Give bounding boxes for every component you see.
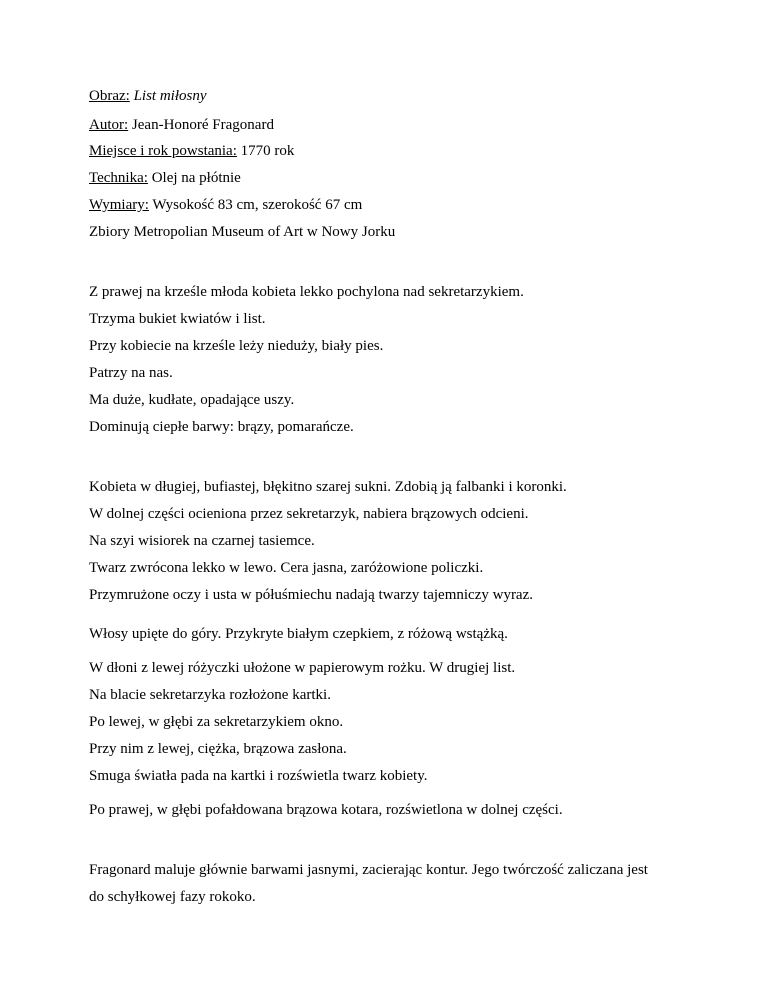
place-value: 1770 rok [240,143,295,159]
paragraph-line: W dłoni z lewej różyczki ułożone w papierowym rożku. W drugiej list. [89,660,516,676]
meta-dimensions-line [89,196,362,214]
technique-value: Olej na płótnie [151,170,241,186]
paragraph-line: Przy nim z lewej, ciężka, brązowa zasłona. [89,741,347,757]
technique-label: Technika: [89,170,148,186]
paragraph-line: Włosy upięte do góry. Przykryte białym czepkiem, z różową wstążką. [89,626,508,642]
dimensions-value: Wysokość 83 cm, szerokość 67 cm [152,197,363,213]
collection-line: Zbiory Metropolian Museum of Art w Nowy Jorku [89,224,396,240]
paragraph-line: Po lewej, w głębi za sekretarzykiem okno. [89,714,344,730]
dimensions-label: Wymiary: [89,197,149,213]
paragraph-line: Patrzy na nas. [89,365,173,381]
meta-technique-line [89,169,241,187]
meta-title-line [89,87,207,105]
paragraph-line: Po prawej, w głębi pofałdowana brązowa kotara, rozświetlona w dolnej części. [89,802,563,818]
paragraph-line: Przy kobiecie na krześle leży nieduży, biały pies. [89,338,384,354]
paragraph-line: Kobieta w długiej, bufiastej, błękitno szarej sukni. Zdobią ją falbanki i koronki. [89,479,567,495]
place-label: Miejsce i rok powstania: [89,143,237,159]
paragraph-line: W dolnej części ocieniona przez sekretarzyk, nabiera brązowych odcieni. [89,506,529,522]
paragraph-line: Fragonard maluje głównie barwami jasnymi, zacierając kontur. Jego twórczość zaliczana jest [89,862,648,878]
author-value: Jean-Honoré Fragonard [131,117,274,133]
paragraph-line: Przymrużone oczy i usta w półuśmiechu nadają twarzy tajemniczy wyraz. [89,587,534,603]
paragraph-line: Na szyi wisiorek na czarnej tasiemce. [89,533,315,549]
meta-author-line [89,116,274,134]
title-value: List miłosny [133,88,207,104]
paragraph-line: Twarz zwrócona lekko w lewo. Cera jasna, zaróżowione policzki. [89,560,484,576]
paragraph-line: Trzyma bukiet kwiatów i list. [89,311,266,327]
paragraph-line: Dominują ciepłe barwy: brązy, pomarańcze. [89,419,354,435]
title-label: Obraz: [89,88,130,104]
author-label: Autor: [89,117,129,133]
paragraph-line: do schyłkowej fazy rokoko. [89,889,256,905]
meta-place-line [89,142,294,160]
paragraph-line: Smuga światła pada na kartki i rozświetla twarz kobiety. [89,768,428,784]
paragraph-line: Ma duże, kudłate, opadające uszy. [89,392,295,408]
paragraph-line: Na blacie sekretarzyka rozłożone kartki. [89,687,331,703]
paragraph-line: Z prawej na krześle młoda kobieta lekko pochylona nad sekretarzykiem. [89,284,524,300]
